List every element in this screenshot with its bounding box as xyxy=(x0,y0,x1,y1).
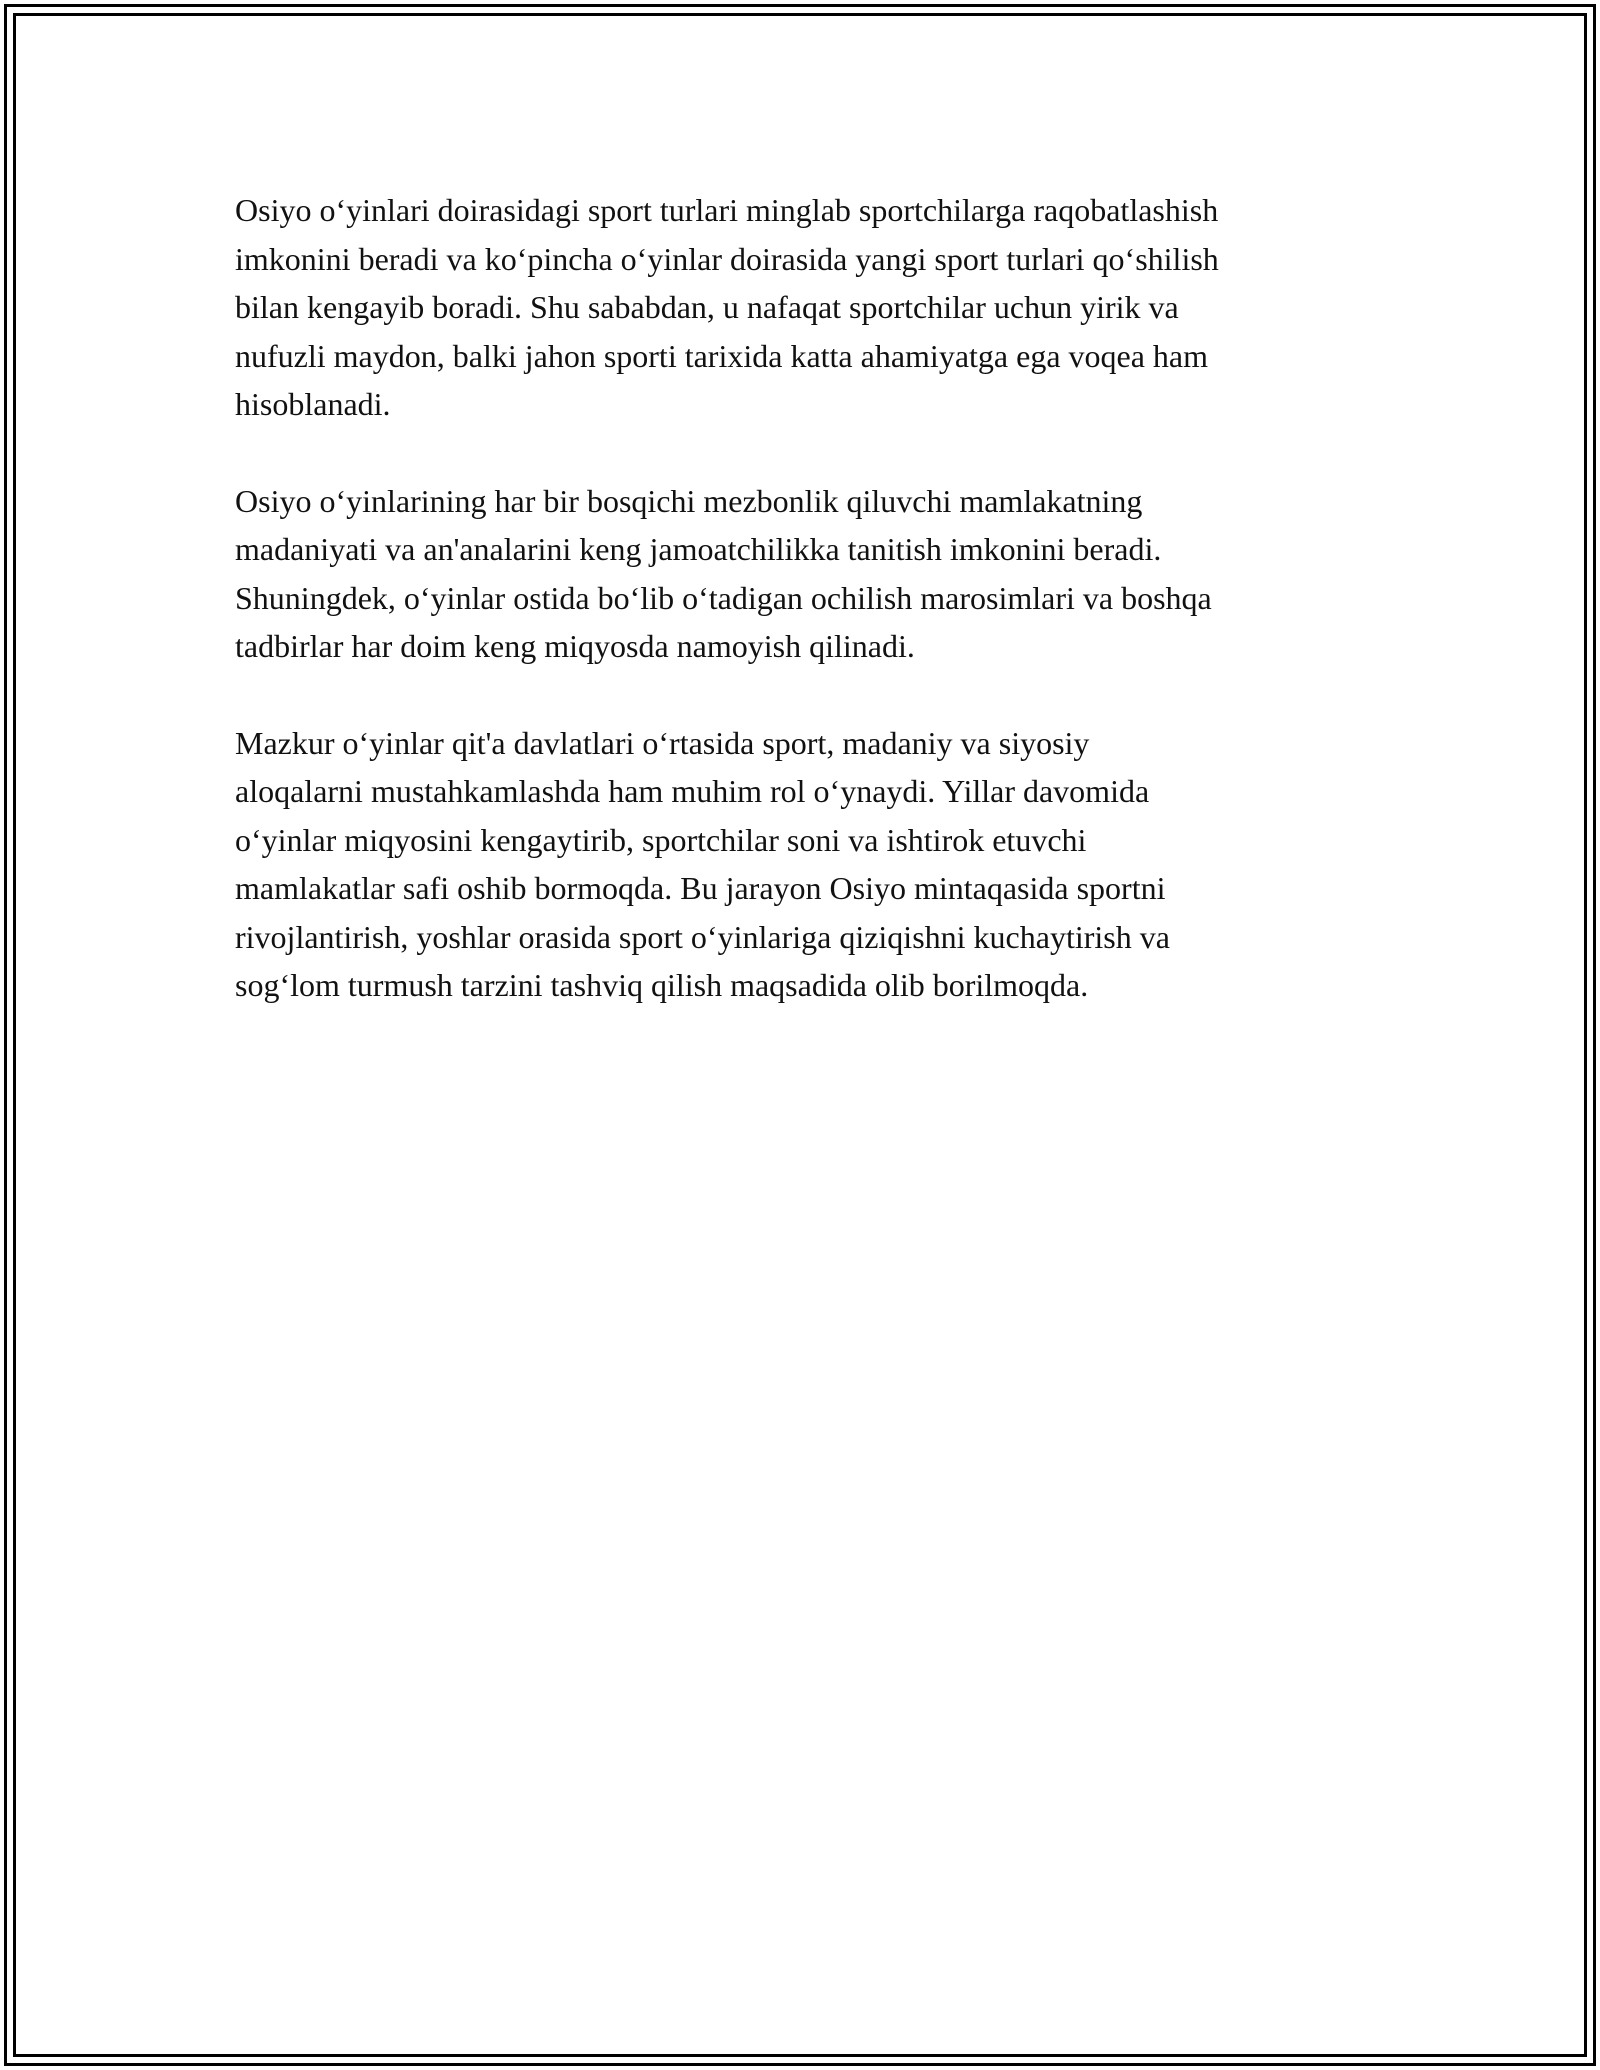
text-line: o‘yinlar miqyosini kengaytirib, sportchilar soni va ishtirok etuvchi xyxy=(235,821,1087,858)
text-line: nufuzli maydon, balki jahon sporti tarixida katta ahamiyatga ega voqea ham xyxy=(235,337,1209,374)
text-line: Mazkur o‘yinlar qit'a davlatlari o‘rtasida sport, madaniy va siyosiy xyxy=(235,724,1090,761)
paragraph-3 xyxy=(235,719,1370,1010)
paragraph-2 xyxy=(235,477,1370,671)
paragraph-1 xyxy=(235,186,1370,429)
text-line: Osiyo o‘yinlari doirasidagi sport turlari minglab sportchilarga raqobatlashish xyxy=(235,192,1219,228)
text-line: hisoblanadi. xyxy=(235,386,391,422)
document-body xyxy=(235,186,1370,1058)
text-line: bilan kengayib boradi. Shu sababdan, u nafaqat sportchilar uchun yirik va xyxy=(235,289,1179,325)
text-line: tadbirlar har doim keng miqyosda namoyish qilinadi. xyxy=(235,628,915,664)
text-line: mamlakatlar safi oshib bormoqda. Bu jarayon Osiyo mintaqasida sportni xyxy=(235,870,1166,906)
text-line: sog‘lom turmush tarzini tashviq qilish maqsadida olib borilmoqda. xyxy=(235,967,1089,1003)
text-line: Osiyo o‘yinlarining har bir bosqichi mezbonlik qiluvchi mamlakatning xyxy=(235,482,1143,519)
text-line: Shuningdek, o‘yinlar ostida bo‘lib o‘tadigan ochilish marosimlari va boshqa xyxy=(235,579,1212,616)
text-line: aloqalarni mustahkamlashda ham muhim rol o‘ynaydi. Yillar davomida xyxy=(235,773,1150,809)
text-line: rivojlantirish, yoshlar orasida sport o‘yinlariga qiziqishni kuchaytirish va xyxy=(235,918,1170,955)
text-line: madaniyati va an'analarini keng jamoatchilikka tanitish imkonini beradi. xyxy=(235,531,1162,567)
text-line: imkonini beradi va ko‘pincha o‘yinlar doirasida yangi sport turlari qo‘shilish xyxy=(235,240,1219,277)
